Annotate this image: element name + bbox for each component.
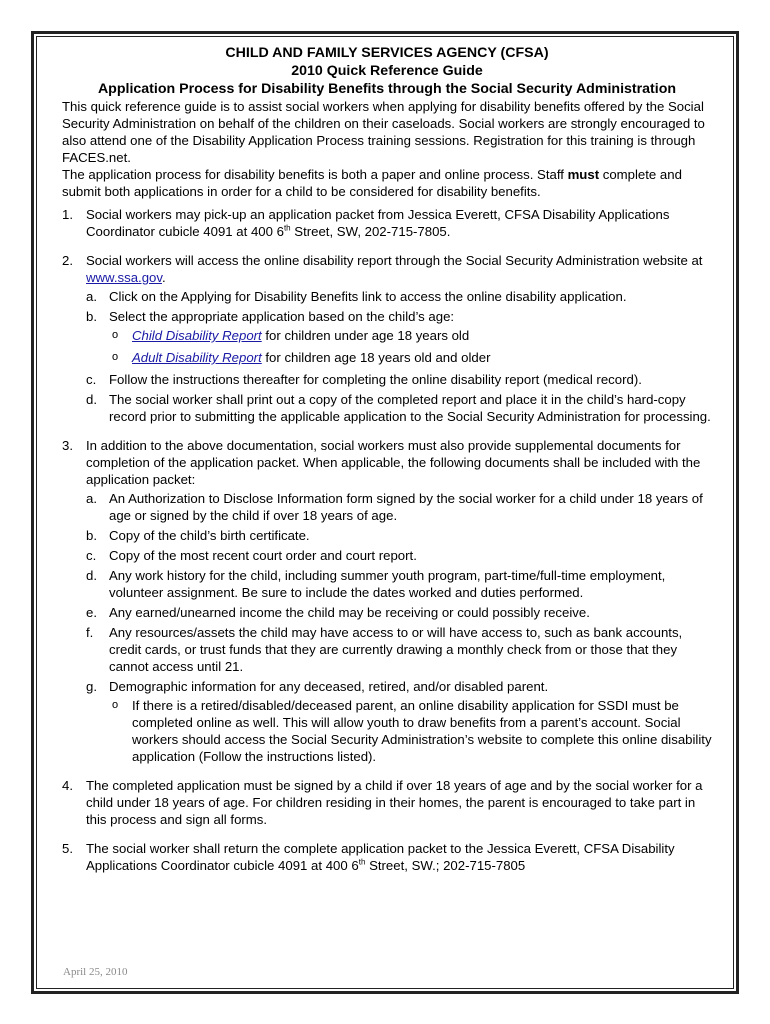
bullet-ssdi [109,697,712,765]
substep-3b [86,527,712,544]
step-1 [62,206,712,240]
adult-disability-report-link[interactable]: Adult Disability Report [132,350,262,365]
substep-2d [86,391,712,425]
step-number: 2. [62,253,73,268]
step-3 [62,437,712,765]
child-disability-report-link[interactable]: Child Disability Report [132,328,262,343]
step-3-text: In addition to the above documentation, social workers must also provide supplemental documents for completion of the application packet. When applicable, the following documents shall be included with the application packet: [86,438,701,487]
step-2 [62,252,712,425]
substep-text: An Authorization to Disclose Information form signed by the social worker for a child under 18 years of age or signed by the child if over 18 years of age. [109,491,703,523]
substep-letter: a. [86,289,97,304]
bullet-icon: o [112,329,119,341]
substep-letter: f. [86,625,94,640]
substep-text: Click on the Applying for Disability Benefits link to access the online disability application. [109,289,627,304]
bullet-text: for children under age 18 years old [261,328,470,343]
step-1-text-end: Street, SW, 202-715-7805. [290,224,451,239]
substep-text: The social worker shall print out a copy of the completed report and place it in the child’s hard-copy record prior to submitting the applicable application to the Social Security Administration for processing. [109,392,711,424]
document-title-agency: CHILD AND FAMILY SERVICES AGENCY (CFSA) [225,45,549,61]
parent-bullet-list [109,697,712,765]
ordinal-suffix: th [358,857,366,867]
substep-text: Any earned/unearned income the child may be receiving or could possibly receive. [109,605,590,620]
bullet-icon: o [112,351,119,363]
bullet-text: for children age 18 years old and older [261,350,491,365]
step-5 [62,840,712,874]
process-paragraph [62,166,712,200]
step-5-text-end: Street, SW.; 202-715-7805 [365,858,526,873]
substep-3e [86,604,712,621]
step-number: 3. [62,438,73,453]
step-number: 1. [62,207,73,222]
application-type-list [109,327,712,366]
substep-letter: b. [86,309,97,324]
step-2-text: Social workers will access the online disability report through the Social Security Administration website at [86,253,703,268]
step-5-text: The social worker shall return the complete application packet to the Jessica Everett, CFSA Disability Applications Coordinator cubicle 4091 at 400 6 [86,841,675,873]
step-number: 5. [62,841,73,856]
bullet-child-report [109,327,712,344]
step-2-text-end: . [161,270,166,285]
bullet-icon: o [112,699,119,711]
substep-text: Copy of the child’s birth certificate. [109,528,310,543]
substep-letter: c. [86,548,97,563]
emphasis-must: must [567,167,600,182]
step-number: 4. [62,778,73,793]
step-1-text: Social workers may pick-up an application packet from Jessica Everett, CFSA Disability Applications Coordinator cubicle 4091 at 400 6 [86,207,670,239]
step-3-substeps [86,490,712,765]
document-title-subject: Application Process for Disability Benefits through the Social Security Administration [97,81,677,97]
substep-letter: c. [86,372,97,387]
substep-text: Copy of the most recent court order and court report. [109,548,417,563]
substep-text: Any work history for the child, including summer youth program, part-time/full-time employment, volunteer assignment. Be sure to include the dates worked and duties performed. [109,568,666,600]
ssa-website-link[interactable]: www.ssa.gov [86,270,162,285]
substep-3f [86,624,712,675]
substep-2c [86,371,712,388]
substep-text: Follow the instructions thereafter for completing the online disability report (medical record). [109,372,642,387]
bullet-text: If there is a retired/disabled/deceased parent, an online disability application for SSDI must be completed online as well. This will allow youth to draw benefits from a parent’s account. Social workers should access the Social Security Administration’s website to complete this online disability application (Follow the instructions listed). [132,698,712,764]
substep-text: Demographic information for any deceased, retired, and/or disabled parent. [109,679,549,694]
substep-text: Select the appropriate application based on the child’s age: [109,309,455,324]
substep-letter: d. [86,568,97,583]
substep-2b [86,308,712,366]
bullet-adult-report [109,349,712,366]
process-text-start: The application process for disability benefits is both a paper and online process. Staff [62,167,568,182]
steps-list [62,206,712,874]
step-4-text: The completed application must be signed by a child if over 18 years of age and by the social worker for a child under 18 years of age. For children residing in their homes, the parent is encouraged to take part in this process and sign all forms. [86,778,703,827]
ordinal-suffix: th [283,223,291,233]
substep-3d [86,567,712,601]
substep-text: Any resources/assets the child may have access to or will have access to, such as bank accounts, credit cards, or trust funds that they are currently drawing a monthly check from or those that they cannot access until 21. [109,625,683,674]
document-title-guide: 2010 Quick Reference Guide [291,63,483,79]
substep-3c [86,547,712,564]
substep-letter: b. [86,528,97,543]
substep-letter: a. [86,491,97,506]
document-body [62,44,712,886]
step-4 [62,777,712,828]
substep-letter: d. [86,392,97,407]
intro-paragraph: This quick reference guide is to assist social workers when applying for disability benefits offered by the Social Security Administration on behalf of the children on their caseloads. Social workers are strongly encouraged to also attend one of the Disability Application Process training sessions. Registration for this training is through FACES.net. [62,99,705,165]
substep-letter: e. [86,605,97,620]
substep-3a [86,490,712,524]
substep-letter: g. [86,679,97,694]
step-2-substeps [86,288,712,425]
footer-date: April 25, 2010 [63,966,128,978]
substep-3g [86,678,712,765]
process-text-end: complete and submit both applications in order for a child to be considered for disability benefits. [62,167,682,199]
substep-2a [86,288,712,305]
